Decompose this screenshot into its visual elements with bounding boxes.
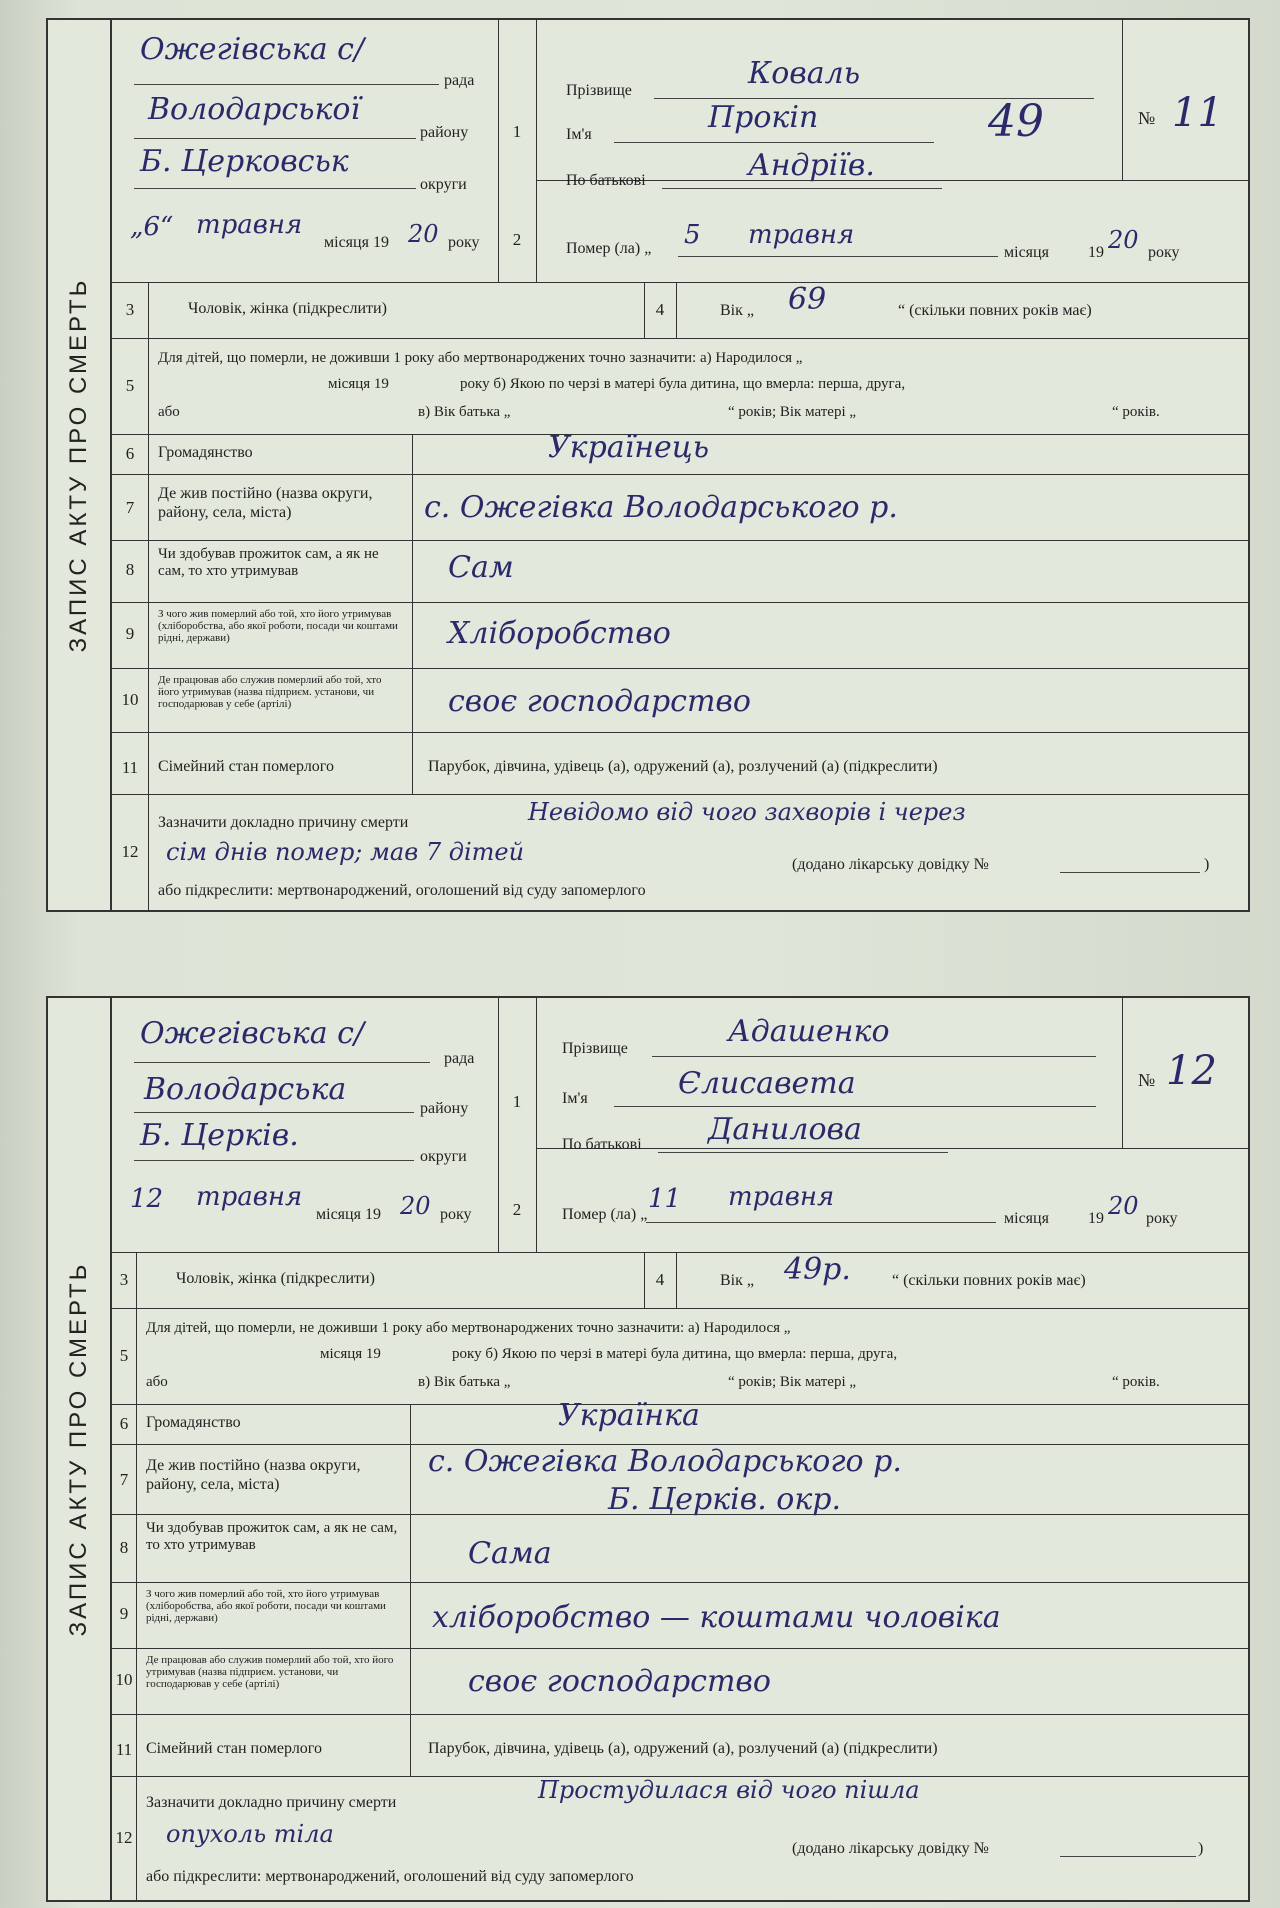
row5-line3a: або: [146, 1374, 168, 1390]
date-month-label: місяця 19: [324, 234, 389, 251]
name-label: Ім'я: [562, 1090, 588, 1107]
death-record-card-12: ЗАПИС АКТУ ПРО СМЕРТЬ Ожегівська с/ рада Володарська району Б. Церків. округи 12 травня місяця 19 20 року 1 2 Прізвище Адашенко Ім'я Єлисавета По батькові Данилова № 12 Помер (ла) „ 11 травня місяця 19 20 року 3 Чоловік, жінка (підкреслити) 4 Вік „ 49р. “ (скільки повних років має) 5 Для дітей, що померли, не доживши 1 року або мертвонароджених точно зазначити: а) Народилося „ місяця 19 року б) Якою по черзі в матері була дитина, що вмерла: перша, друга, або в) Вік батька „ “ років; Вік матері „ “ років. 6 Громадянство Українка 7 Де жив постійно (назва округи, району, села, міста) с. Ожегівка Володарського р. Б. Церків. окр. 8 Чи здобував прожиток сам, а як не сам, то хто утримував Сама 9 З чого жив померлий або той, хто його утримував (хліборобства, або якої роботи, посади чи коштами рідні, держави) хліборобство — коштами чоловіка 10 Де працював або служив померлий або той, хто його утримував (назва підприєм. установи, чи господарював у себе (артілі) своє господарство 11 Сімейний стан померлого Парубок, дівчина, удівець (а), одружений (а), розлучений (а) (підкреслити) 12 Зазначити докладно причину смерти Простудилася від чого пішла опухоль тіла (додано лікарську довідку № ) або підкреслити: мертвонароджений, оголошений від суду запомерлого: [46, 996, 1250, 1902]
spine-title: ЗАПИС АКТУ ПРО СМЕРТЬ: [65, 277, 92, 653]
surname-value: Адашенко: [728, 1014, 890, 1049]
residence-value: с. Ожегівка Володарського р.: [428, 1444, 902, 1479]
died-month-label: місяця: [1004, 1210, 1049, 1227]
residence-label: Де жив постійно (назва округи, району, села, міста): [158, 485, 373, 521]
livelihood-label: Чи здобував прожиток сам, а як не сам, то хто утримував: [158, 546, 379, 579]
row5-line2: місяця 19: [320, 1346, 381, 1362]
rada-value: Ожегівська с/: [140, 1016, 365, 1051]
cause-value: Невідомо від чого захворів і через: [528, 798, 966, 826]
sex-label: Чоловік, жінка (підкреслити): [176, 1270, 375, 1287]
patronymic-value: Данилова: [708, 1112, 862, 1147]
cause-label: Зазначити докладно причину смерти: [158, 814, 409, 831]
died-label: Помер (ла) „: [562, 1206, 648, 1223]
row5-line2: місяця 19: [328, 376, 389, 392]
doctor-note-label: (додано лікарську довідку №: [792, 1840, 989, 1857]
row5-line1: Для дітей, що померли, не доживши 1 року або мертвонароджених точно зазначити: а) Народилося „: [158, 350, 803, 366]
died-day: 5: [684, 220, 701, 250]
died-month: травня: [728, 1182, 835, 1212]
rayon-value: Володарська: [144, 1072, 347, 1107]
died-month: травня: [748, 220, 855, 250]
cause-value-2: опухоль тіла: [166, 1820, 334, 1848]
card-spine: [48, 20, 112, 910]
number-label: №: [1138, 1070, 1156, 1090]
age-tail: “ (скільки повних років має): [892, 1272, 1086, 1289]
surname-label: Прізвище: [562, 1040, 628, 1057]
record-date-day: „6“: [130, 212, 174, 242]
occupation-value: хліборобство — коштами чоловіка: [432, 1600, 1001, 1635]
citizenship-value: Українка: [558, 1398, 700, 1433]
age-label: Вік „: [720, 1272, 754, 1289]
residence-value-2: Б. Церків. окр.: [608, 1482, 841, 1517]
citizenship-label: Громадянство: [146, 1414, 241, 1431]
rada-label: рада: [444, 72, 475, 89]
died-year-label: року: [1146, 1210, 1178, 1227]
cause-value: Простудилася від чого пішла: [538, 1776, 920, 1804]
workplace-value: своє господарство: [468, 1664, 771, 1699]
doctor-note-close: ): [1204, 856, 1210, 873]
name-value: Єлисавета: [678, 1066, 856, 1101]
row5-line3d: “ років.: [1112, 1374, 1160, 1390]
livelihood-value: Сам: [448, 550, 514, 585]
doctor-note-label: (додано лікарську довідку №: [792, 856, 989, 873]
record-date-month: травня: [196, 210, 303, 240]
rayon-label: району: [420, 124, 469, 141]
age-label: Вік „: [720, 302, 754, 319]
died-year-label: року: [1148, 244, 1180, 261]
date-year-label: року: [448, 234, 480, 251]
row5-line2b: року б) Якою по черзі в матері була дитина, що вмерла: перша, друга,: [460, 376, 906, 392]
rayon-label: району: [420, 1100, 469, 1117]
age-value: 69: [788, 282, 827, 317]
residence-label: Де жив постійно (назва округи, району, села, міста): [146, 1457, 361, 1493]
date-year-label: року: [440, 1206, 472, 1223]
stillborn-label: або підкреслити: мертвонароджений, оголошений від суду запомерлого: [146, 1868, 634, 1885]
row5-line3d: “ років.: [1112, 404, 1160, 420]
marital-label: Сімейний стан померлого: [158, 758, 334, 775]
workplace-label: Де працював або служив померлий або той, хто його утримував (назва підприєм. установи, чи господарював у себе (артілі): [158, 674, 382, 710]
marital-label: Сімейний стан померлого: [146, 1740, 322, 1757]
row5-line1: Для дітей, що померли, не доживши 1 року або мертвонароджених точно зазначити: а) Народилося „: [146, 1320, 791, 1336]
record-date-month: травня: [196, 1182, 303, 1212]
row5-line3c: “ років; Вік матері „: [728, 1374, 857, 1390]
date-month-label: місяця 19: [316, 1206, 381, 1223]
row5-line3a: або: [158, 404, 180, 420]
workplace-label: Де працював або служив померлий або той, хто його утримував (назва підприєм. установи, чи господарював у себе (артілі): [146, 1654, 394, 1690]
patronymic-label: По батькові: [566, 172, 646, 189]
row5-line3b: в) Вік батька „: [418, 1374, 511, 1390]
card-spine: [48, 998, 112, 1900]
record-date-year: 20: [408, 220, 439, 248]
age-value: 49р.: [784, 1252, 851, 1287]
surname-label: Прізвище: [566, 82, 632, 99]
citizenship-value: Українець: [548, 430, 710, 465]
rada-value: Ожегівська с/: [140, 32, 365, 67]
rada-label: рада: [444, 1050, 475, 1067]
name-label: Ім'я: [566, 126, 592, 143]
died-label: Помер (ла) „: [566, 240, 652, 257]
row5-line3c: “ років; Вік матері „: [728, 404, 857, 420]
margin-note: 49: [988, 96, 1044, 147]
workplace-value: своє господарство: [448, 684, 751, 719]
okruha-value: Б. Церків.: [140, 1118, 299, 1153]
occupation-label: З чого жив померлий або той, хто його утримував (хліборобства, або якої роботи, посади чи коштами рідні, держави): [158, 608, 398, 644]
number-label: №: [1138, 108, 1156, 128]
record-date-year: 20: [400, 1192, 431, 1220]
died-year-prefix: 19: [1088, 244, 1104, 261]
row5-line3b: в) Вік батька „: [418, 404, 511, 420]
marital-options: Парубок, дівчина, удівець (а), одружений (а), розлучений (а) (підкреслити): [428, 758, 938, 775]
rayon-value: Володарської: [148, 92, 361, 127]
record-number: 11: [1172, 90, 1223, 136]
marital-options: Парубок, дівчина, удівець (а), одружений (а), розлучений (а) (підкреслити): [428, 1740, 938, 1757]
age-tail: “ (скільки повних років має): [898, 302, 1092, 319]
occupation-label: З чого жив померлий або той, хто його утримував (хліборобства, або якої роботи, посади чи коштами рідні, держави): [146, 1588, 386, 1624]
stillborn-label: або підкреслити: мертвонароджений, оголошений від суду запомерлого: [158, 882, 646, 899]
cause-value-2: сім днів помер; мав 7 дітей: [166, 838, 525, 866]
died-year: 20: [1108, 226, 1139, 254]
doctor-note-close: ): [1198, 1840, 1204, 1857]
occupation-value: Хліборобство: [448, 616, 671, 651]
sex-label: Чоловік, жінка (підкреслити): [188, 300, 387, 317]
record-date-day: 12: [130, 1184, 164, 1214]
surname-value: Коваль: [748, 56, 861, 91]
spine-title: ЗАПИС АКТУ ПРО СМЕРТЬ: [65, 1261, 92, 1637]
cause-label: Зазначити докладно причину смерти: [146, 1794, 397, 1811]
died-year-prefix: 19: [1088, 1210, 1104, 1227]
name-value: Прокіп: [708, 100, 819, 135]
patronymic-label: По батькові: [562, 1136, 642, 1153]
okruha-value: Б. Церковськ: [140, 144, 349, 179]
residence-value: с. Ожегівка Володарського р.: [424, 490, 898, 525]
death-record-card-11: ЗАПИС АКТУ ПРО СМЕРТЬ Ожегівська с/ рада Володарської району Б. Церковськ округи „6“ травня місяця 19 20 року 1 2 Прізвище Коваль Ім'я Прокіп 49 По батькові Андріїв. № 11 Помер (ла) „ 5 травня місяця 19 20 року 3 Чоловік, жінка (підкреслити) 4 Вік „ 69 “ (скільки повних років має) 5 Для дітей, що померли, не доживши 1 року або мертвонароджених точно зазначити: а) Народилося „ місяця 19 року б) Якою по черзі в матері була дитина, що вмерла: перша, друга, або в) Вік батька „ “ років; Вік матері „ “ років. 6 Громадянство Українець 7 Де жив постійно (назва округи, району, села, міста) с. Ожегівка Володарського р. 8 Чи здобував прожиток сам, а як не сам, то хто утримував Сам 9 З чого жив померлий або той, хто його утримував (хліборобства, або якої роботи, посади чи коштами рідні, держави) Хліборобство 10 Де працював або служив померлий або той, хто його утримував (назва підприєм. установи, чи господарював у себе (артілі) своє господарство 11 Сімейний стан померлого Парубок, дівчина, удівець (а), одружений (а), розлучений (а) (підкреслити) 12 Зазначити докладно причину смерти Невідомо від чого захворів і через сім днів помер; мав 7 дітей (додано лікарську довідку № ) або підкреслити: мертвонароджений, оголошений від суду запомерлого: [46, 18, 1250, 912]
livelihood-label: Чи здобував прожиток сам, а як не сам, то хто утримував: [146, 1520, 398, 1553]
died-month-label: місяця: [1004, 244, 1049, 261]
patronymic-value: Андріїв.: [748, 148, 875, 183]
row5-line2b: року б) Якою по черзі в матері була дитина, що вмерла: перша, друга,: [452, 1346, 898, 1362]
died-year: 20: [1108, 1192, 1139, 1220]
citizenship-label: Громадянство: [158, 444, 253, 461]
okruha-label: округи: [420, 176, 467, 193]
record-number: 12: [1166, 1048, 1217, 1094]
died-day: 11: [648, 1184, 682, 1214]
livelihood-value: Сама: [468, 1536, 552, 1571]
okruha-label: округи: [420, 1148, 467, 1165]
